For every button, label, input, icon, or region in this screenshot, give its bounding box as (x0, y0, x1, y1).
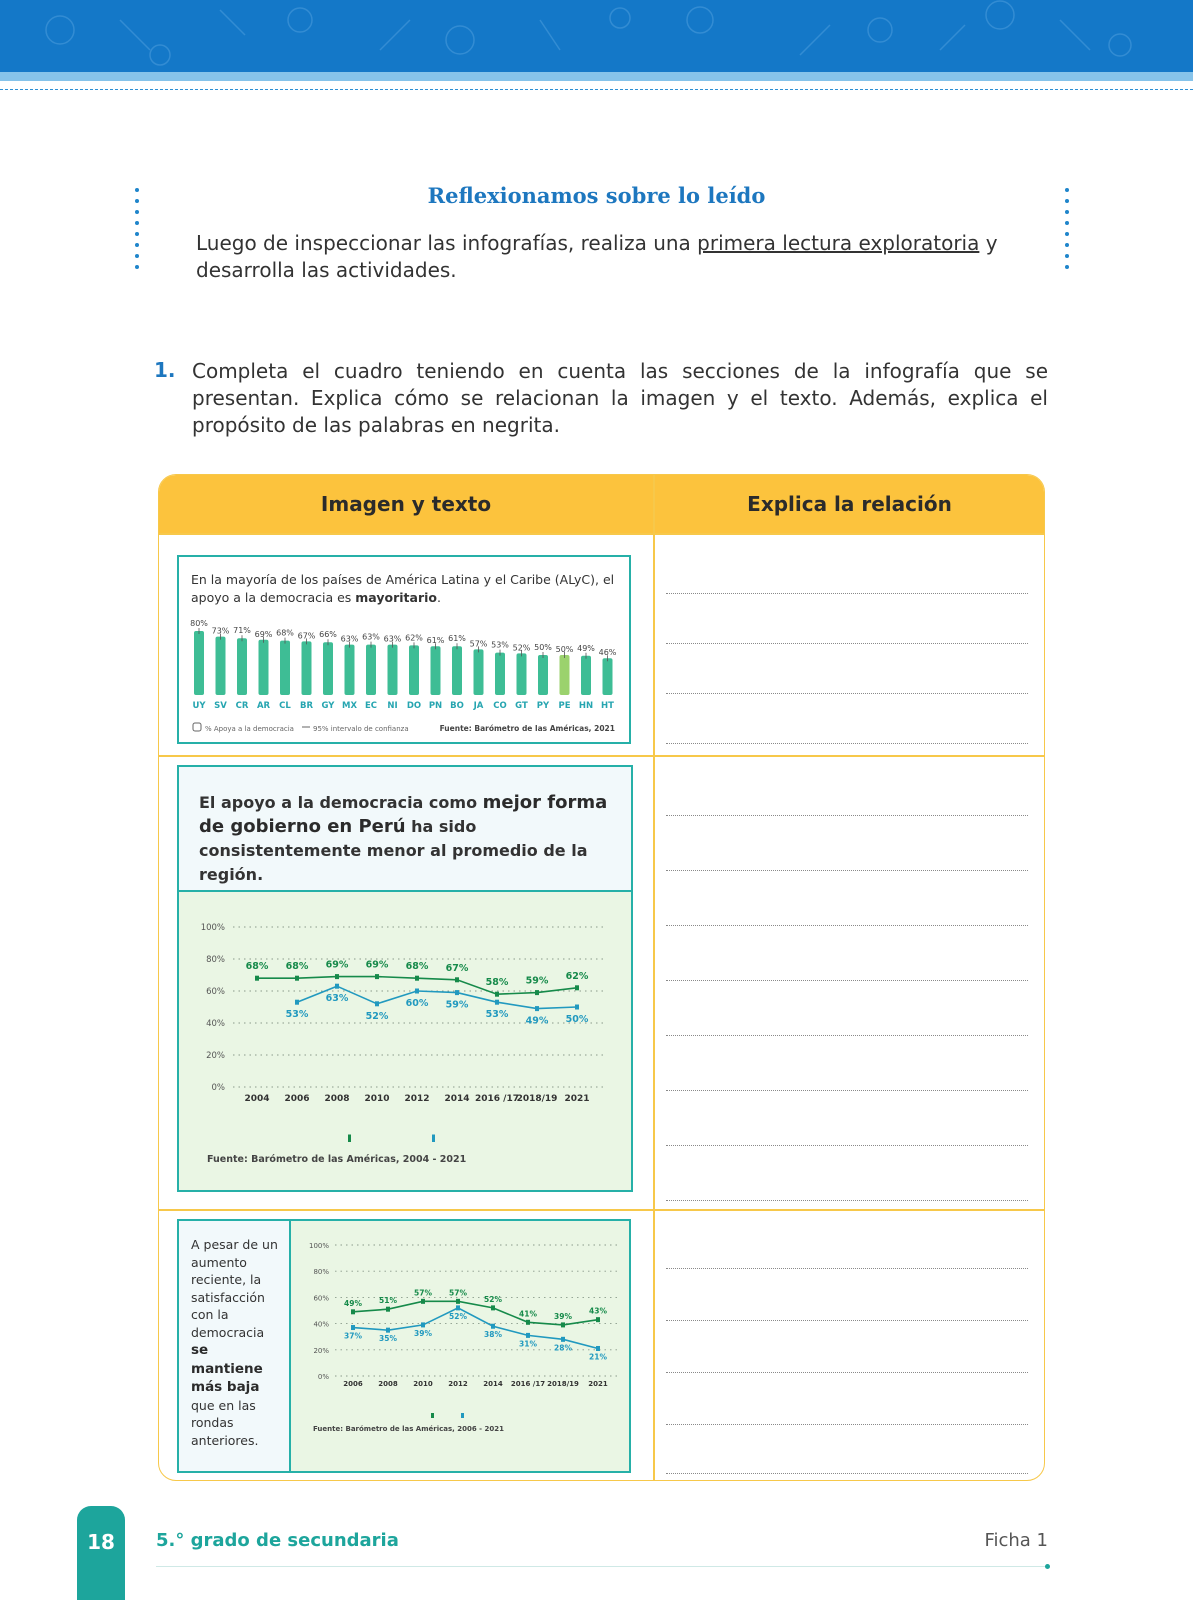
y-tick-label: 100% (308, 1242, 329, 1250)
infographic-panel-bar (177, 555, 631, 744)
bar-value-label: 71% (233, 626, 251, 636)
bar-category-label: PY (536, 701, 550, 711)
series-point (386, 1328, 390, 1333)
bar-category-label: JA (473, 701, 484, 711)
bar-value-label: 46% (598, 648, 617, 658)
bar-value-label: 63% (362, 632, 380, 642)
column-divider (653, 475, 655, 1480)
x-tick-label: 2012 (448, 1380, 468, 1388)
answer-line[interactable] (666, 1372, 1028, 1373)
data-label: 28% (554, 1343, 572, 1353)
bar (431, 646, 441, 695)
bar (603, 658, 613, 695)
x-tick-label: 2006 (284, 1094, 310, 1104)
data-label: 62% (565, 970, 589, 982)
data-label: 68% (245, 961, 269, 973)
series-point (351, 1325, 355, 1330)
data-label: 37% (344, 1331, 362, 1341)
top-banner (0, 0, 1193, 72)
footer-line (156, 1566, 1048, 1567)
series-point (456, 1299, 460, 1304)
answer-line[interactable] (666, 925, 1028, 926)
data-label: 31% (519, 1339, 537, 1349)
data-label: 35% (379, 1334, 397, 1344)
x-tick-label: 2021 (564, 1094, 590, 1104)
bar (323, 642, 333, 695)
panel1-text-bold: mayoritario (355, 590, 437, 605)
intro-before: Luego de inspeccionar las infografías, realiza una (196, 231, 698, 255)
x-tick-label: 2018/19 (547, 1380, 579, 1388)
series-point (415, 976, 419, 981)
bar-category-label: GT (515, 701, 528, 711)
data-label: 49% (525, 1015, 549, 1027)
chart-source: Fuente: Barómetro de las Américas, 2006 - 2021 (313, 1425, 504, 1433)
row-divider (159, 1209, 1044, 1211)
bar-category-label: GY (321, 701, 335, 711)
bar (388, 645, 398, 695)
data-label: 21% (589, 1352, 607, 1362)
bar-category-label: BR (299, 701, 314, 711)
bar (366, 645, 376, 695)
bar-value-label: 73% (211, 626, 230, 636)
answer-line[interactable] (666, 593, 1028, 594)
series-point (351, 1309, 355, 1314)
y-tick-label: 0% (211, 1083, 225, 1093)
bar-legend (193, 723, 615, 733)
panel3-text (191, 1236, 283, 1449)
data-label: 52% (365, 1010, 389, 1022)
data-label: 59% (525, 975, 549, 987)
bar-category-label: EC (364, 701, 378, 711)
panel3-text-box (179, 1221, 291, 1471)
legend-support-icon (193, 723, 201, 731)
answer-line[interactable] (666, 1090, 1028, 1091)
intro-after: y desarrolla las actividades. (196, 231, 998, 282)
series-point (455, 990, 459, 995)
column-header-relation: Explica la relación (747, 492, 952, 516)
bar-category-label: UY (192, 701, 206, 711)
bar-value-label: 62% (405, 633, 423, 643)
x-tick-label: 2014 (483, 1380, 503, 1388)
bar-category-label: MX (341, 701, 358, 711)
bar (538, 655, 548, 695)
banner-strip (0, 72, 1193, 81)
bar (302, 641, 312, 695)
panel3-chart-area (291, 1221, 629, 1471)
series-point (386, 1307, 390, 1312)
series-point (491, 1324, 495, 1329)
bar-category-label: CL (279, 701, 291, 711)
legend-support: % Apoya a la democracia (205, 725, 294, 733)
legend-swatch (348, 1135, 351, 1143)
panel2-text-after: ha sido consistentemente menor al promedio de la región. (199, 817, 588, 884)
panel1-text (191, 571, 621, 607)
infographic-panel-line-support (177, 765, 633, 1192)
bar-value-label: 63% (383, 634, 402, 644)
answer-line[interactable] (666, 1035, 1028, 1036)
bar-value-label: 63% (340, 634, 359, 644)
answer-line[interactable] (666, 980, 1028, 981)
series-point (295, 1000, 299, 1005)
data-label: 50% (565, 1014, 589, 1025)
data-label: 39% (554, 1311, 572, 1321)
panel3-text-bold: se mantiene más baja (191, 1342, 263, 1395)
x-tick-label: 2010 (413, 1380, 433, 1388)
bar-category-label: CR (235, 701, 249, 711)
data-label: 63% (325, 993, 349, 1005)
answer-line[interactable] (666, 1145, 1028, 1146)
row-divider (159, 755, 1044, 757)
banner-dashed-line (0, 89, 1193, 90)
bar-value-label: 67% (297, 631, 316, 641)
y-tick-label: 100% (200, 923, 225, 933)
x-tick-label: 2018/19 (516, 1094, 558, 1104)
grade-label: 5.° grado de secundaria (156, 1530, 399, 1551)
bar-category-label: CO (493, 701, 507, 711)
series-point (415, 989, 419, 994)
series-point (535, 990, 539, 995)
activity-number: 1. (154, 358, 176, 382)
answer-line[interactable] (666, 643, 1028, 644)
series-point (375, 974, 379, 979)
y-tick-label: 0% (317, 1373, 329, 1381)
answer-line[interactable] (666, 693, 1028, 694)
data-label: 41% (519, 1309, 537, 1319)
y-tick-label: 60% (206, 987, 225, 997)
y-tick-label: 80% (206, 955, 225, 965)
bar-value-label: 52% (512, 643, 531, 653)
data-label: 43% (589, 1306, 607, 1316)
bar (452, 646, 462, 695)
answer-line[interactable] (666, 1268, 1028, 1269)
bar (194, 631, 204, 695)
line-chart-satisfaction (291, 1221, 629, 1471)
bar-chart (179, 615, 629, 740)
bar-value-label: 53% (491, 640, 509, 650)
column-header-image-text: Imagen y texto (320, 492, 492, 516)
series-point (596, 1346, 600, 1351)
legend-ci: 95% intervalo de confianza (313, 725, 409, 733)
bar-category-label: BO (450, 701, 464, 711)
data-label: 53% (485, 1009, 509, 1021)
legend-swatch (431, 1413, 434, 1418)
series-point (575, 985, 579, 990)
data-label: 58% (485, 977, 509, 989)
footer-dot (1045, 1564, 1050, 1569)
bar-category-label: PE (558, 701, 571, 711)
bar-value-label: 66% (319, 630, 337, 640)
x-tick-label: 2016 /17 (475, 1094, 519, 1104)
series-point (495, 992, 499, 997)
banner-doodles (0, 0, 1193, 72)
bar-value-label: 68% (276, 628, 294, 638)
data-label: 60% (405, 998, 429, 1009)
y-tick-label: 20% (206, 1051, 225, 1061)
data-label: 52% (484, 1294, 502, 1304)
x-tick-label: 2008 (324, 1094, 350, 1104)
answer-line[interactable] (666, 815, 1028, 816)
panel1-text-before: En la mayoría de los países de América Latina y el Caribe (ALyC), el apoyo a la democracia es (191, 572, 615, 605)
data-label: 69% (365, 959, 389, 971)
x-tick-label: 2010 (364, 1094, 390, 1104)
series-point (421, 1322, 425, 1327)
data-label: 49% (344, 1298, 362, 1308)
bar-category-label: AR (256, 701, 271, 711)
data-label: 52% (449, 1311, 467, 1321)
x-tick-label: 2012 (404, 1094, 430, 1104)
series-point (456, 1305, 460, 1310)
answer-line[interactable] (666, 743, 1028, 744)
bar-value-label: 57% (469, 639, 488, 649)
bar-value-label: 61% (448, 634, 466, 644)
answer-line[interactable] (666, 1200, 1028, 1201)
data-label: 57% (449, 1288, 467, 1298)
x-tick-label: 2006 (343, 1380, 363, 1388)
section-title: Reflexionamos sobre lo leído (427, 183, 766, 208)
series-point (295, 976, 299, 981)
bar-value-label: 49% (577, 643, 595, 653)
row-divider (159, 533, 1044, 535)
answer-line[interactable] (666, 1473, 1028, 1474)
panel2-text-bold: mejor forma de gobierno en Perú (199, 792, 608, 837)
panel3-text-before: A pesar de un aumento reciente, la satisfacción con la democracia (191, 1237, 278, 1340)
data-label: 59% (445, 999, 469, 1011)
bar-value-label: 69% (254, 629, 273, 639)
panel2-text-box (179, 767, 631, 892)
series-point (491, 1305, 495, 1310)
data-label: 68% (405, 961, 429, 973)
panel1-text-after: . (437, 590, 441, 605)
series-point (526, 1320, 530, 1325)
x-tick-label: 2004 (244, 1094, 270, 1104)
bar-category-label: PN (428, 701, 443, 711)
series-point (561, 1337, 565, 1342)
table-header (159, 475, 1044, 533)
bar-value-label: 80% (190, 619, 208, 628)
bar (237, 638, 247, 695)
panel2-text (199, 791, 619, 887)
bar-category-label: HT (601, 701, 614, 711)
bar (280, 641, 290, 695)
series-point (335, 984, 339, 989)
panel2-text-before: El apoyo a la democracia como (199, 793, 483, 812)
series-point (255, 976, 259, 981)
panel3-text-after: que en las rondas anteriores. (191, 1397, 259, 1448)
x-tick-label: 2021 (588, 1380, 608, 1388)
bar-value-label: 50% (534, 643, 552, 652)
series-point (575, 1005, 579, 1010)
intro-text (196, 230, 1036, 284)
series-point (495, 1000, 499, 1005)
activity-table (158, 474, 1045, 1481)
answer-line[interactable] (666, 1424, 1028, 1425)
ficha-label: Ficha 1 (984, 1530, 1048, 1551)
x-tick-label: 2014 (444, 1094, 470, 1104)
legend-swatch (432, 1135, 435, 1143)
bar (560, 655, 570, 695)
y-tick-label: 20% (313, 1346, 329, 1355)
data-label: 67% (445, 962, 469, 974)
bar-category-label: NI (387, 701, 398, 711)
answer-line[interactable] (666, 1320, 1028, 1321)
bar (474, 649, 484, 695)
bar (517, 653, 527, 695)
bar (409, 645, 419, 695)
x-tick-label: 2016 /17 (510, 1380, 546, 1388)
intro-underlined: primera lectura exploratoria (697, 231, 980, 255)
line-chart-support (179, 892, 631, 1190)
bar (345, 645, 355, 695)
panel1-source: Fuente: Barómetro de las Américas, 2021 (439, 724, 615, 733)
data-label: 69% (325, 959, 349, 971)
bar (581, 656, 591, 695)
page-number: 18 (87, 1530, 115, 1554)
bar-category-label: SV (214, 701, 227, 711)
data-label: 51% (379, 1296, 397, 1306)
panel2-chart-area (179, 892, 631, 1190)
series-point (375, 1001, 379, 1006)
series-point (455, 977, 459, 982)
bar-category-label: HN (578, 701, 594, 711)
series-point (526, 1333, 530, 1338)
chart-source: Fuente: Barómetro de las Américas, 2004 - 2021 (207, 1154, 467, 1165)
bar (259, 640, 269, 695)
series-point (561, 1322, 565, 1327)
answer-line[interactable] (666, 870, 1028, 871)
legend-swatch (461, 1413, 464, 1418)
y-tick-label: 40% (313, 1320, 329, 1329)
y-tick-label: 60% (313, 1294, 329, 1303)
y-tick-label: 80% (313, 1268, 329, 1277)
series-point (596, 1317, 600, 1322)
series-point (421, 1299, 425, 1304)
y-tick-label: 40% (206, 1019, 225, 1029)
bar-value-label: 61% (426, 636, 445, 646)
infographic-panel-line-satisfaction (177, 1219, 631, 1473)
activity-text: Completa el cuadro teniendo en cuenta las secciones de la infografía que se presentan. Explica cómo se relacionan la imagen y el texto. Además, explica el propósito de las palabras en negrita. (192, 359, 1048, 437)
x-tick-label: 2008 (378, 1380, 398, 1388)
data-label: 39% (414, 1328, 432, 1338)
data-label: 53% (285, 1009, 309, 1021)
data-label: 38% (484, 1330, 502, 1340)
bar (216, 637, 226, 695)
data-label: 68% (285, 961, 309, 973)
series-point (335, 974, 339, 979)
data-label: 57% (414, 1288, 432, 1298)
bar-category-label: DO (406, 701, 422, 711)
series-point (535, 1006, 539, 1011)
bar (495, 653, 505, 695)
bar-value-label: 50% (555, 645, 574, 654)
